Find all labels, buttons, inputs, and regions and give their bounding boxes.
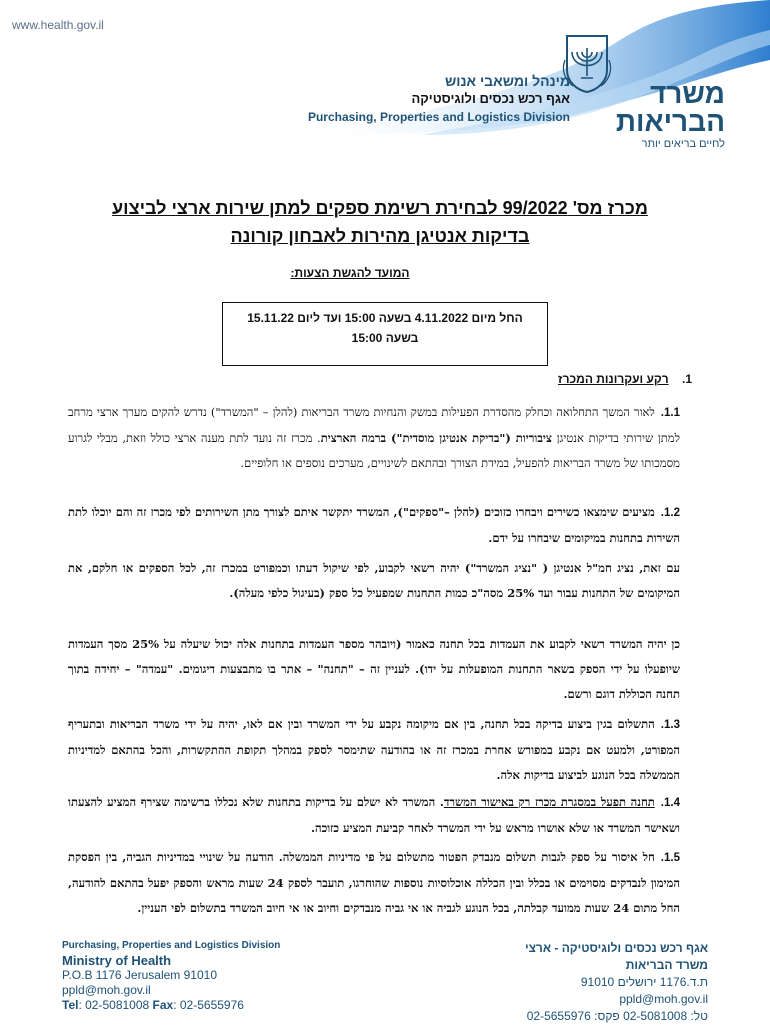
fax-label: Fax <box>152 998 174 1012</box>
section-1-number: 1. <box>681 372 692 386</box>
paragraph-text: . מכרז זה נועד לתת מענה ארצי כולל וזאת, מבלי לגרוע מסמכותו של משרד הבריאות להפעיל, במידת הצורך ובהתאם לשינויים, מערכים נוספים או חלופיים. <box>68 431 680 470</box>
footer-email: ppld@moh.gov.il <box>62 983 151 997</box>
paragraph-number: 1.3. <box>660 719 680 731</box>
ministry-logo-line1: משרד <box>649 78 725 109</box>
paragraph-1-5 <box>68 845 680 921</box>
deadline-line-2: בשעה 15:00 <box>351 331 419 345</box>
title-line-1: מכרז מס' 99/2022 לבחירת רשימת ספקים למתן שירות ארצי לביצוע <box>112 198 648 218</box>
title-line-2: בדיקות אנטיגן מהירות לאבחון קורונה <box>230 226 530 246</box>
paragraph-number: 1.5. <box>660 852 680 864</box>
footer-phone <box>62 998 280 1013</box>
section-1-heading <box>558 372 692 386</box>
paragraph-1-2 <box>68 500 680 551</box>
document-title <box>80 194 680 250</box>
paragraph-text: חל איסור על ספק לגבות תשלום מנבדק הפטור מתשלום על פי מדיניות הממשלה. הודעה על שינויי במדיניות הגביה, בין הפסקת המימון לנבדקים מסוימים או בכלל ובין הכללה אוכלוסיות נוספות שהוחרגו, תועבר לספק 24 שעות מראש והספק יפעל בהתאם להודעה, החל מתום 24 שעות ממועד קבלתה, בכל הנוגע לגביה או אי גביה מנבדקים וחיוב או אי חיוב המשרד בתשלום לפי העניין. <box>68 850 680 915</box>
footer-division-he: אגף רכש נכסים ולוגיסטיקה - ארצי <box>525 941 708 955</box>
paragraph-number: 1.4. <box>660 797 680 809</box>
footer-contact-he <box>525 940 708 1025</box>
fax-number: : 02-5655976 <box>173 998 244 1012</box>
footer-ministry-he: משרד הבריאות <box>625 958 708 972</box>
paragraph-underlined: תחנה תפעל במסגרת מכרז רק באישור המשרד <box>443 795 655 809</box>
footer-ministry-en: Ministry of Health <box>62 953 172 968</box>
paragraph-1-3 <box>68 712 680 788</box>
tel-label: Tel <box>62 998 79 1012</box>
division-name-en: Purchasing, Properties and Logistics Division <box>307 110 570 124</box>
footer-contact-line-he: טל: 02-5081008 פקס: 02-5655976 <box>526 1009 708 1023</box>
footer-pob: P.O.B 1176 Jerusalem 91010 <box>62 968 217 982</box>
paragraph-1-2-c <box>68 632 680 707</box>
paragraph-number: 1.1. <box>660 407 680 419</box>
ministry-logo <box>605 80 725 150</box>
website-url: www.health.gov.il <box>12 18 104 32</box>
paragraph-text: עם זאת, נציג חמ"ל אנטיגן ( "נציג המשרד") יהיה רשאי לקבוע, לפי שיקול דעתו וכמפורט במכרז זה, לכל הספקים או חלקם, את המיקומים של התחנות עבור ועד 25% מסה"כ כמות התחנות שמפעיל כל ספק (בעיגול כלפי מעלה). <box>68 561 680 600</box>
paragraph-1-2-b <box>68 556 680 606</box>
footer-email-he: ppld@moh.gov.il <box>619 992 708 1006</box>
section-1-title: רקע ועקרונות המכרז <box>557 372 669 386</box>
department-header <box>308 72 570 126</box>
division-name-he: אגף רכש נכסים ולוגיסטיקה <box>411 91 570 106</box>
deadline-box <box>222 302 548 366</box>
paragraph-text: . המשרד לא ישלם על בדיקות בתחנות שלא נכללו ברשימה שצירף המציע להצעתו ושאישר המשרד או שלא אושרו מראש על ידי המשרד לאחר קביעת המציע כזוכה. <box>68 795 680 835</box>
paragraph-1-1 <box>68 400 680 476</box>
paragraph-text: התשלום בגין ביצוע בדיקה בכל תחנה, בין אם מיקומה נקבע על ידי המשרד ובין אם לאו, יהיה על ידי משרד הבריאות ובתעריף המפורט, ולמעט אם נקבע במפורש אחרת במכרז זה או בהודעה שתימסר לספק במהלך תקופת ההתקשרות, והכל בהתאם למדיניות הממשלה בכל הנוגע לביצוע בדיקות אלה. <box>68 717 680 782</box>
footer-division-en: Purchasing, Properties and Logistics Division <box>62 940 281 951</box>
paragraph-number: 1.2. <box>660 507 680 519</box>
paragraph-1-4 <box>68 790 680 841</box>
footer-contact-en <box>62 938 280 1013</box>
tel-number: : 02-5081008 <box>78 998 153 1012</box>
ministry-logo-tagline: לחיים בריאים יותר <box>641 138 725 150</box>
administration-name: מינהל ומשאבי אנוש <box>444 73 570 89</box>
paragraph-text: מציעים שימצאו כשירים ויבחרו כזוכים (להלן –"ספקים"), המשרד יתקשר איתם לצורך מתן השירותים לפי מכרז זה והם יוכלו לתת השירות בתחנות במיקומים שיבחרו על ידם. <box>68 505 680 545</box>
deadline-line-1: החל מיום 4.11.2022 בשעה 15:00 ועד ליום 15.11.22 <box>247 311 523 325</box>
footer-address-he: ת.ד.1176 ירושלים 91010 <box>580 975 708 989</box>
paragraph-text: לאור המשך התחלואה וכחלק מהסדרת הפעילות במשק והנחיות משרד הבריאות (להלן – "המשרד") נדרש להקים מערך ארצי מרחב למתן שירותי בדיקות אנטיגן <box>68 405 680 445</box>
deadline-label: המועד להגשת הצעות: <box>290 266 410 280</box>
paragraph-text: כן יהיה המשרד רשאי לקבוע את העמדות בכל תחנה כאמור (ויובהר מספר העמדות בתחנות אלה יכול שיעלה על 25% מסך העמדות שיופעלו על ידי הספק בשאר התחנות המופעלות על ידו). לעניין זה – "תחנה" – אתר בו מתבצעות דיגומים. "עמדה" – יחידה בתוך תחנה הכוללת דוגם ורשם. <box>68 637 680 701</box>
ministry-logo-line2: הבריאות <box>615 106 725 137</box>
paragraph-emphasis: ציבוריות ("בדיקת אנטיגן מוסדית") ברמה הארצית <box>320 431 552 445</box>
